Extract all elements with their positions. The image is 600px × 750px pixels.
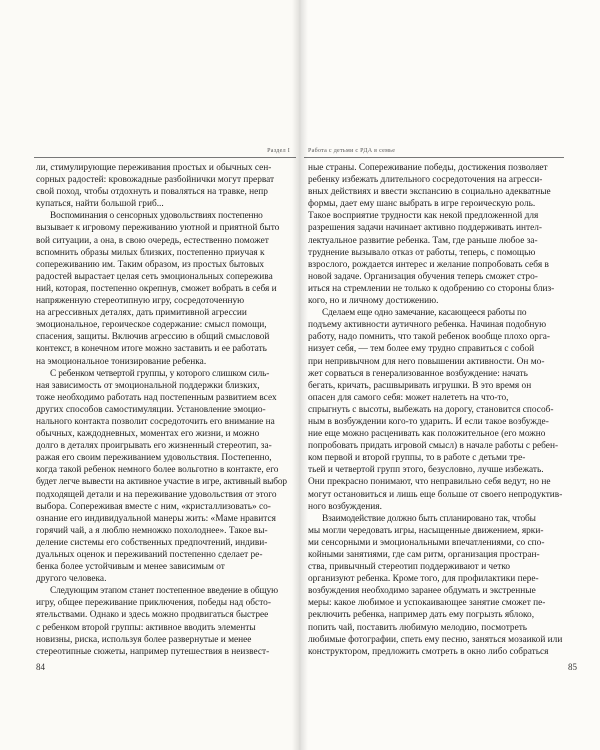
text-line: ятельствами. Однако и здесь можно продвигаться быстрее xyxy=(36,610,269,621)
text-line: ние еще можно расценивать как положительное (его можно xyxy=(308,429,546,440)
text-line: эмоциональное, героическое содержание: смысл помощи, xyxy=(36,320,267,331)
text-line: других способов самостимуляции. Установление эмоцио- xyxy=(36,404,266,415)
text-line: жет сорваться в генерализованное возбуждение: начать xyxy=(308,368,528,379)
text-line: Воспоминания о сенсорных удовольствиях постепенно xyxy=(50,211,263,222)
text-line: тьей и четвертой групп этого, безусловно, лучше избежать. xyxy=(308,465,544,476)
running-head: Раздел I xyxy=(267,148,290,154)
text-line: койными занятиями, где сам ритм, организация простран- xyxy=(308,550,540,560)
text-line: вызывает к игровому переживанию уютной и приятной быто xyxy=(36,223,280,234)
text-line: любимые фотографии, спеть ему песню, заняться мозаикой или xyxy=(308,634,563,645)
page-number: 84 xyxy=(36,662,45,672)
book-gutter xyxy=(292,0,308,750)
text-line: организуют ребенка. Кроме того, для профилактики пере- xyxy=(308,574,539,585)
paragraph xyxy=(36,585,294,658)
text-line: реключить ребенка, например дать ему погрызть яблоко, xyxy=(308,610,535,621)
text-line: иться на стремлении не только к одобрению со стороны близ- xyxy=(308,283,555,294)
text-line: купаться, найти большой гриб... xyxy=(36,199,164,210)
text-line: напряженную стереотипную игру, сосредоточенную xyxy=(36,296,245,307)
text-line: ства, привычный стереотип поддерживают и четко xyxy=(308,562,511,573)
text-line: выбора. Сопереживая вместе с ним, «кристаллизовать» со- xyxy=(36,501,271,512)
page-number: 85 xyxy=(568,662,577,672)
text-line: ным в возбуждении кого-то ударить. И если такое возбужде- xyxy=(308,416,549,427)
paragraph xyxy=(36,162,294,210)
text-line: попить чай, поставить любимую мелодию, посмотреть xyxy=(308,622,528,633)
text-line: спасения, защиты. Включив агрессию в общий смысловой xyxy=(36,332,270,343)
text-line: С ребенком четвертой группы, у которого слишком силь- xyxy=(50,368,270,379)
text-line: спрыгнуть с высоты, выбежать на дорогу, становится способ- xyxy=(308,404,554,415)
text-line: вой ситуации, а она, в свою очередь, естественно поможет xyxy=(36,235,269,246)
text-line: ний, которая, постепенно окрепнув, сможет вобрать в себя и xyxy=(36,283,277,294)
paragraph xyxy=(308,513,568,658)
text-line: обычных, каждодневных, моментах его жизни, и можно xyxy=(36,429,260,440)
text-line: свой поход, чтобы отдохнуть и поваляться на травке, непр xyxy=(36,187,268,198)
paragraph xyxy=(36,368,294,586)
right-page xyxy=(300,0,600,750)
text-line: работу, надо помнить, что такой ребенок вообще плохо орга- xyxy=(308,332,551,343)
running-head: Работа с детьми с РДА в семье xyxy=(308,148,396,154)
text-line: другого человека. xyxy=(36,574,107,585)
text-line: будет легче вывести на активное участие в игре, активный выбор xyxy=(36,477,287,488)
paragraph xyxy=(308,162,568,307)
text-line: Они прекрасно понимают, что неправильно себя ведут, но не xyxy=(308,477,551,488)
text-line: бенка более устойчивым и менее зависимым от xyxy=(36,562,225,573)
text-line: когда такой ребенок немного более вольготно в контакте, его xyxy=(36,465,279,476)
text-line: на эмоциональное тонизирование ребенка. xyxy=(36,356,207,367)
text-line: ражая его своим переживанием удовольствия. Постепенно, xyxy=(36,453,272,464)
text-line: опасен для самого себя: может налететь на что-то, xyxy=(308,392,509,403)
text-line: конструктором, предложить смотреть в окно либо собраться xyxy=(308,646,549,657)
header-rule xyxy=(304,157,564,158)
text-line: игру, общее переживание приключения, победы над обсто- xyxy=(36,598,271,609)
text-line: долго в деталях проигрывать его жизненный стереотип, за- xyxy=(36,441,272,452)
text-line: подъему активности аутичного ребенка. Начиная подобную xyxy=(308,320,547,331)
text-line: разрешения задачи начинает активно поддерживать интел- xyxy=(308,223,543,234)
text-line: бегать, кричать, расшвыривать игрушки. В это время он xyxy=(308,380,532,391)
text-line: тоже необходимо работать над постепенным развитием всех xyxy=(36,392,277,403)
text-line: ми сенсорными и эмоциональными впечатлениями, со спо- xyxy=(308,537,545,548)
text-line: вспомнить образы милых близких, постепенно приучая к xyxy=(36,247,265,258)
text-line: деление системы его собственных предпочтений, индиви- xyxy=(36,537,268,548)
text-line: могут остановиться и лишь еще больше от своего непродуктив- xyxy=(308,489,563,500)
text-line: горячий чай, а я люблю немножко похолоднее». Такое вы- xyxy=(36,525,268,536)
text-line: ная зависимость от эмоциональной поддержки близких, xyxy=(36,380,260,391)
text-line: ребенку избежать длительного сосредоточения на агресси- xyxy=(308,175,543,186)
text-line: с ребенком второй группы: активное вводить элементы xyxy=(36,622,256,633)
text-line: нального контакта позволит сосредоточить его внимание на xyxy=(36,416,275,427)
text-line: лектуальное развитие ребенка. Там, где раньше любое за- xyxy=(308,235,538,246)
text-line: труднение вызывало отказ от работы, теперь, с помощью xyxy=(308,247,536,258)
header-rule xyxy=(34,157,296,158)
text-line: мы могли чередовать игры, насыщенные движением, ярки- xyxy=(308,525,544,536)
text-line: возбуждения необходимо заранее обдумать и экстренные xyxy=(308,586,536,597)
text-line: ком первой и второй группы, то в работе с детьми тре- xyxy=(308,453,526,464)
text-line: ознание его индивидуальной манеры жить: «Маме нравится xyxy=(36,513,276,524)
text-column xyxy=(308,162,568,658)
text-line: новизны, риска, используя более развернутые и менее xyxy=(36,634,252,645)
text-line: ные страны. Сопереживание победы, достижения позволяет xyxy=(308,163,548,173)
text-line: новой задаче. Организация обучения теперь сможет стро- xyxy=(308,271,538,282)
text-line: низует себя, — тем более ему трудно справиться с собой xyxy=(308,344,535,355)
text-line: дуальных оценок и переживаний постепенно сделает ре- xyxy=(36,550,263,560)
text-line: контекст, в конечном итоге можно заставить и ее работать xyxy=(36,344,267,355)
text-line: сопереживанию им. Таким образом, из простых бытовых xyxy=(36,259,265,270)
text-line: кого, но и личному достижению. xyxy=(308,296,439,307)
text-line: ного возбуждения. xyxy=(308,501,382,512)
text-line: ли, стимулирующие переживания простых и обычных сен- xyxy=(36,163,272,173)
text-line: Такое восприятие трудности как некой предложенной для xyxy=(308,211,539,222)
text-line: вных действиях и ввести экспансию в социально адекватные xyxy=(308,187,551,198)
text-line: формы, дает ему шанс выбрать в игре героическую роль. xyxy=(308,199,536,210)
text-line: при непривычном для него повышении активности. Он мо- xyxy=(308,356,545,367)
text-line: подходящей детали и на переживание удовольствия от этого xyxy=(36,489,277,500)
text-line: Взаимодействие должно быть спланировано так, чтобы xyxy=(322,513,536,524)
text-line: меры: какое любимое и успокаивающее занятие сможет пе- xyxy=(308,598,546,609)
paragraph xyxy=(36,210,294,367)
text-line: Сделаем еще одно замечание, касающееся работы по xyxy=(322,308,527,319)
text-line: взрослого, рождается интерес и желание попробовать себя в xyxy=(308,259,549,270)
text-column xyxy=(36,162,294,658)
text-line: радостей вырастает целая сеть эмоциональных сопережива xyxy=(36,271,273,282)
text-line: на агрессивных деталях, дать примитивной агрессии xyxy=(36,308,247,319)
text-line: попробовать придать игровой смысл) в начале работы с ребен- xyxy=(308,441,559,452)
text-line: стереотипные сюжеты, например путешествия в неизвест- xyxy=(36,646,270,657)
text-line: сорных радостей: кровожадные разбойнички могут прерват xyxy=(36,175,275,186)
paragraph xyxy=(308,307,568,513)
text-line: Следующим этапом станет постепенное введение в общую xyxy=(50,586,278,597)
